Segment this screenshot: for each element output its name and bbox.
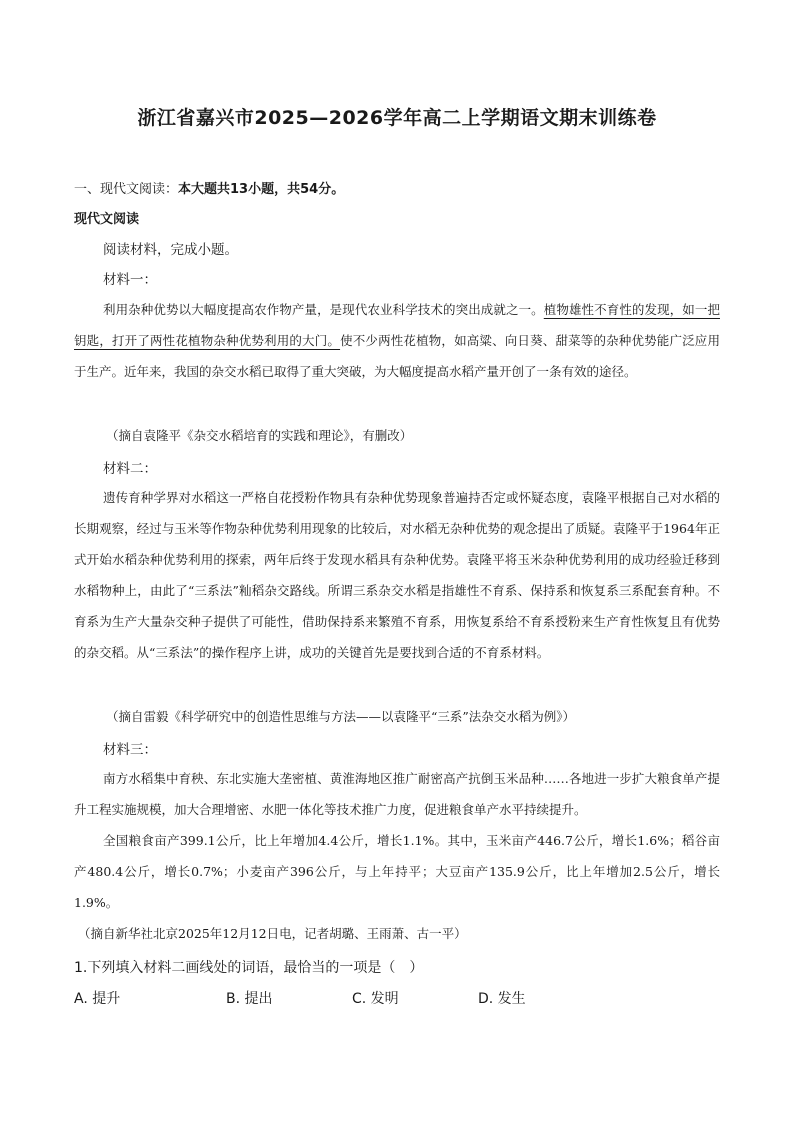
material-1-text-a: 利用杂种优势以大幅度提高农作物产量，是现代农业科学技术的突出成就之一。 (103, 302, 544, 317)
option-b[interactable]: B. 提出 (226, 991, 273, 1007)
section-heading (74, 178, 344, 197)
subsection-heading: 现代文阅读 (74, 212, 140, 227)
material-1-label: 材料一： (103, 272, 157, 288)
material-1-text-b: 使不少两性花植物，如高粱、向日葵、甜菜等的杂种优势能广泛应用于生产。近年来，我国的杂交水稻已取得了重大突破，为大幅度提高水稻产量开创了一条有效的途径。 (74, 333, 720, 379)
option-c[interactable]: C. 发明 (352, 991, 399, 1007)
page-title: 浙江省嘉兴市2025—2026学年高二上学期语文期末训练卷 (137, 107, 657, 129)
material-3-paragraph-2: 全国粮食亩产399.1公斤，比上年增加4.4公斤，增长1.1%。其中，玉米亩产446.7公斤，增长1.6%；稻谷亩产480.4公斤，增长0.7%；小麦亩产396公斤，与上年持平；大豆亩产135.9公斤，比上年增加2.5公斤，增长1.9%。 (74, 833, 720, 910)
material-1-underlined-text: 植物雄性不育性的发现，如一把钥匙，打开了两性花植物杂种优势利用的大门。 (74, 302, 720, 348)
option-a[interactable]: A. 提升 (74, 991, 121, 1007)
reading-instruction: 阅读材料，完成小题。 (103, 242, 238, 258)
question-1-stem: 1.下列填入材料二画线处的词语，最恰当的一项是（ ） (74, 960, 424, 976)
material-2-source: （摘自雷毅《科学研究中的创造性思维与方法——以袁隆平“三系”法杂交水稻为例》） (106, 709, 576, 724)
material-1-paragraph (74, 294, 720, 387)
section-label: 一、现代文阅读： (74, 182, 179, 197)
material-3-source: （摘自新华社北京2025年12月12日电，记者胡璐、王雨萧、古一平） (78, 926, 467, 941)
material-1-source: （摘自袁隆平《杂交水稻培育的实践和理论》，有删改） (106, 428, 413, 443)
material-3-label: 材料三： (103, 742, 157, 758)
material-3-paragraph-1: 南方水稻集中育秧、东北实施大垄密植、黄淮海地区推广耐密高产抗倒玉米品种……各地进一步扩大粮食单产提升工程实施规模，加大合理增密、水肥一体化等技术推广力度，促进粮食单产水平持续提升。 (74, 771, 720, 817)
section-desc: 本大题共13小题，共54分。 (178, 182, 345, 197)
option-d[interactable]: D. 发生 (478, 991, 526, 1007)
material-2-paragraph: 遗传育种学界对水稻这一严格自花授粉作物具有杂种优势现象普遍持否定或怀疑态度，袁隆平根据自己对水稻的长期观察，经过与玉米等作物杂种优势利用现象的比较后，对水稻无杂种优势的观念提出了质疑。袁隆平于1964年正式开始水稻杂种优势利用的探索，两年后终于发现水稻具有杂种优势。袁隆平将玉米杂种优势利用的成功经验迁移到水稻物种上，由此了“三系法”籼稻杂交路线。所谓三系杂交水稻是指雄性不育系、保持系和恢复系三系配套育种。不育系为生产大量杂交种子提供了可能性，借助保持系来繁殖不育系，用恢复系给不育系授粉来生产育性恢复且有优势的杂交稻。从“三系法”的操作程序上讲，成功的关键首先是要找到合适的不育系材料。 (74, 490, 720, 660)
material-2-label: 材料二： (103, 461, 157, 477)
